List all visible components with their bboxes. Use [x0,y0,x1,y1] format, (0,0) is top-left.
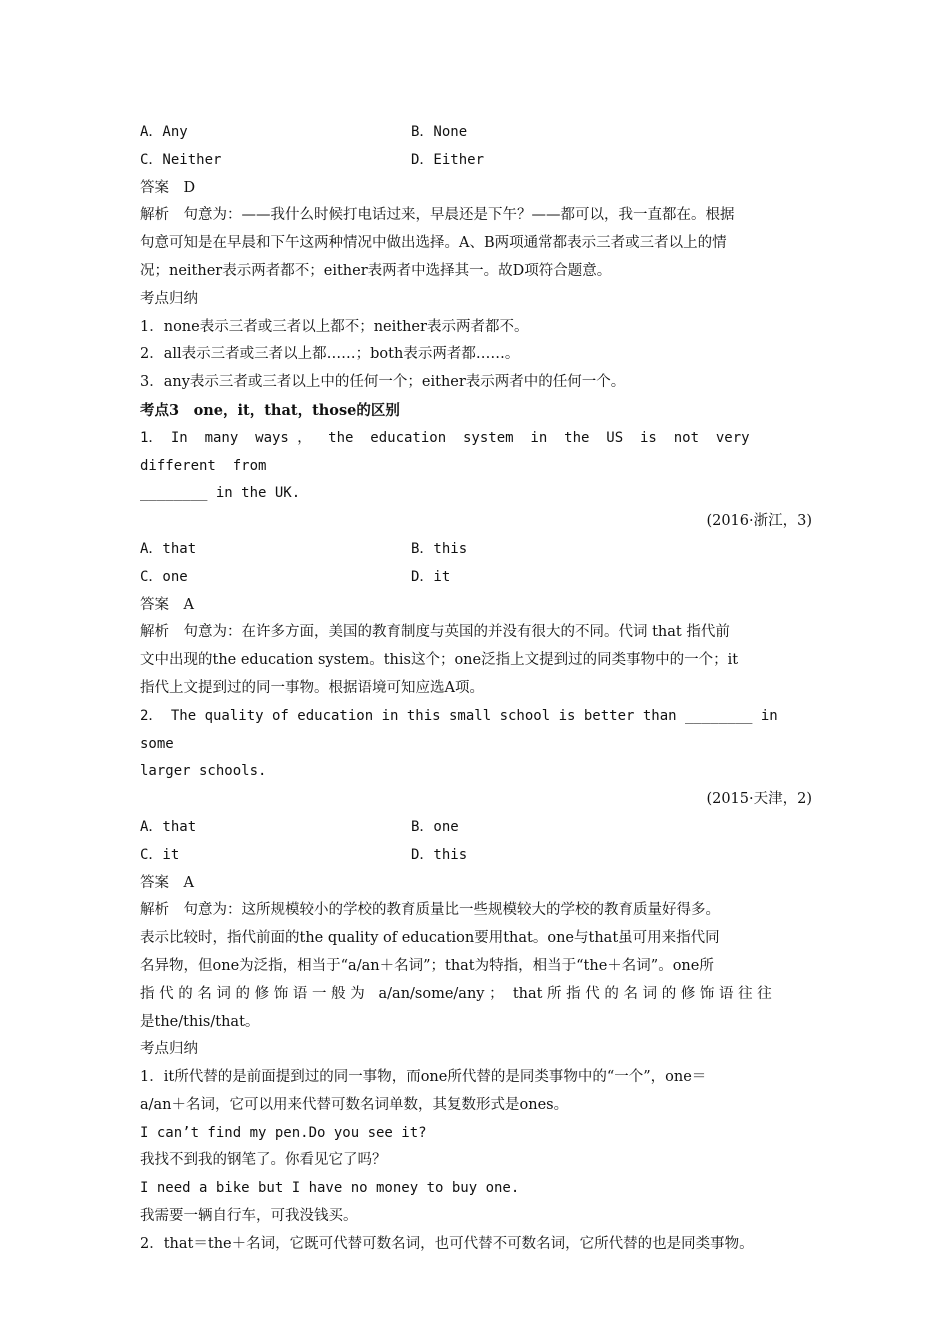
options-row [140,814,812,842]
summary-line: 2．that＝the＋名词，它既可代替可数名词，也可代替不可数名词，它所代替的也是同类事物。 [140,1235,754,1252]
question-source: (2015·天津，2) [706,791,812,808]
answer: 答案 A [140,874,194,891]
options-row [140,147,812,175]
answer: 答案 A [140,596,194,613]
option-a: A．that [140,540,197,557]
summary-item: 1．none表示三者或三者以上都不；neither表示两者都不。 [140,318,529,335]
summary-title: 考点归纳 [140,1041,198,1058]
analysis-line: 况；neither表示两者都不；either表两者中选择其一。故D项符合题意。 [140,262,612,279]
option-b: B．this [411,540,468,557]
summary-item: 3．any表示三者或三者以上中的任何一个；either表示两者中的任何一个。 [140,374,626,391]
analysis-line: 指 代 的 名 词 的 修 饰 语 一 般 为 a/an/some/any ； that 所 指 代 的 名 词 的 修 饰 语 往 往 [140,985,772,1002]
option-b: B．None [411,124,468,140]
option-c: C．it [140,846,180,863]
example-translation: 我找不到我的钢笔了。你看见它了吗？ [140,1152,387,1169]
question-stem: larger schools. [140,763,267,780]
analysis-line: 解析 句意为：——我什么时候打电话过来，早晨还是下午？——都可以，我一直都在。根据 [140,207,735,224]
analysis-line: 表示比较时，指代前面的the quality of education要用that。one与that虽可用来指代同 [140,930,720,947]
question-stem: 2． The quality of education in this small school is better than ________ in some [140,707,787,752]
summary-item: 2．all表示三者或三者以上都……；both表示两者都……。 [140,346,520,363]
document-page [140,119,812,1259]
summary-line: a/an＋名词，它可以用来代替可数名词单数，其复数形式是ones。 [140,1096,569,1113]
option-c: C．one [140,568,188,585]
analysis-line: 是the/this/that。 [140,1013,260,1030]
analysis-line: 名异物，但one为泛指，相当于“a/an＋名词”；that为特指，相当于“the＋名词”。one所 [140,957,714,974]
options-row [140,564,812,592]
option-b: B．one [411,818,459,835]
question-stem: 1． In many ways ， the education system in the US is not very different from [140,429,767,474]
summary-line: 1．it所代替的是前面提到过的同一事物，而one所代替的是同类事物中的“一个”，one＝ [140,1069,707,1086]
example-sentence: I need a bike but I have no money to buy one. [140,1180,520,1197]
analysis-line: 文中出现的the education system。this这个；one泛指上文提到过的同类事物中的一个；it [140,652,739,669]
example-sentence: I can’t find my pen.Do you see it? [140,1124,427,1141]
question-source: (2016·浙江，3) [706,513,812,530]
option-d: D．Either [411,151,485,168]
analysis-line: 句意可知是在早晨和下午这两种情况中做出选择。A、B两项通常都表示三者或三者以上的情 [140,235,727,252]
option-a: A．that [140,818,197,835]
option-c: C．Neither [140,151,222,168]
answer: 答案 D [140,179,196,196]
options-row [140,119,812,147]
analysis-line: 解析 句意为：这所规模较小的学校的教育质量比一些规模较大的学校的教育质量好得多。 [140,902,720,919]
example-translation: 我需要一辆自行车，可我没钱买。 [140,1208,358,1225]
question-stem: ________ in the UK. [140,485,301,502]
analysis-line: 指代上文提到过的同一事物。根据语境可知应选A项。 [140,679,484,696]
summary-title: 考点归纳 [140,290,198,307]
option-d: D．this [411,846,468,863]
section-title: 考点3 one，it，that，those的区别 [140,401,400,419]
analysis-line: 解析 句意为：在许多方面，美国的教育制度与英国的并没有很大的不同。代词 that 指代前 [140,624,730,641]
option-d: D．it [411,568,451,585]
options-row [140,536,812,564]
options-row [140,842,812,870]
option-a: A．Any [140,124,188,140]
